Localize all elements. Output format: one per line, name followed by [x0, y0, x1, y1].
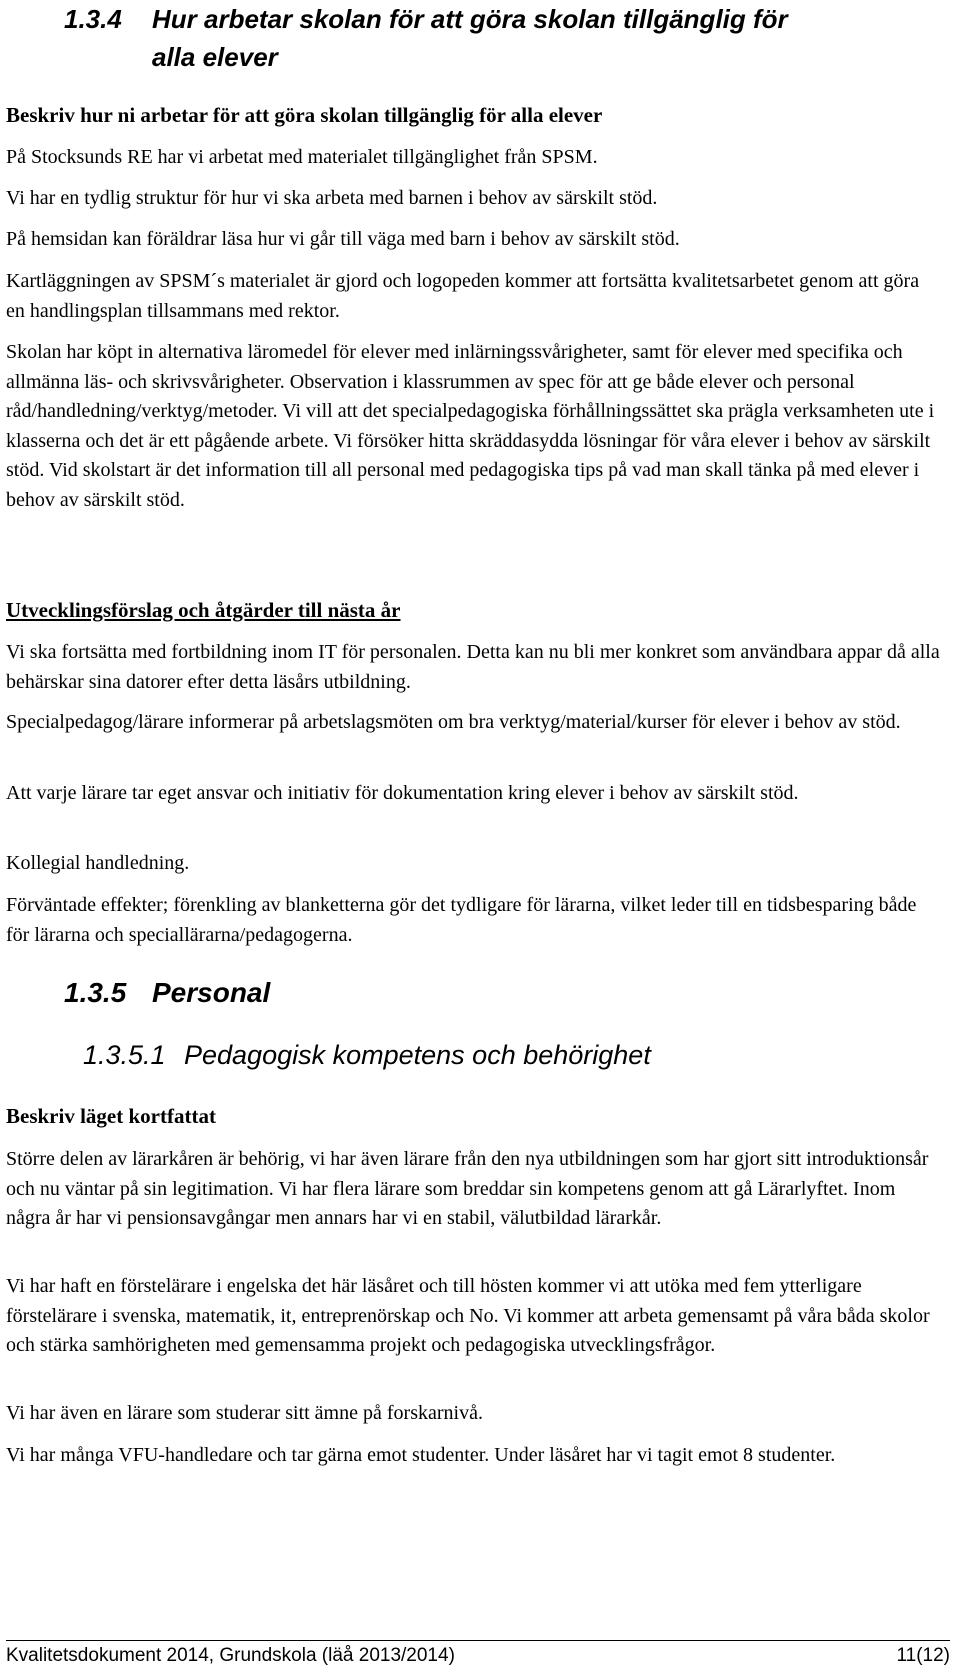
- dev-paragraph-3: Att varje lärare tar eget ansvar och initiativ för dokumentation kring elever i behov av särskilt stöd.: [6, 782, 799, 804]
- section-heading-1-3-5-1: [83, 1035, 651, 1075]
- footer-page-number: 11(12): [896, 1645, 950, 1666]
- section-title: Pedagogisk kompetens och behörighet: [184, 1040, 651, 1070]
- development-heading: Utvecklingsförslag och åtgärder till nästa år: [6, 598, 401, 622]
- dev-paragraph-1: Vi ska fortsätta med fortbildning inom IT för personalen. Detta kan nu bli mer konkret som användbara appar då alla behärskar sina datorer efter detta läsårs utbildning.: [6, 641, 940, 693]
- access-paragraph-5: Skolan har köpt in alternativa läromedel för elever med inlärningssvårigheter, samt för elever med specifika och allmänna läs- och skrivsvårigheter. Observation i klassrummen av spec för att ge både elever och personal råd/handledning/verktyg/metoder. Vi vill att det specialpedagogiska förhållningssättet ska prägla verksamheten ute i klasserna och det är ett pågående arbete. Vi försöker hitta skräddasydda lösningar för våra elever i behov av särskilt stöd. Vid skolstart är det information till all personal med pedagogiska tips på vad man skall tänka på med elever i behov av särskilt stöd.: [6, 341, 935, 511]
- section-number: 1.3.5: [64, 977, 127, 1008]
- dev-paragraph-4: Kollegial handledning.: [6, 852, 190, 874]
- describe-heading: Beskriv hur ni arbetar för att göra skolan tillgänglig för alla elever: [6, 103, 603, 127]
- footer-document-title: Kvalitetsdokument 2014, Grundskola (läå 2013/2014): [6, 1645, 455, 1666]
- dev-paragraph-2: Specialpedagog/lärare informerar på arbetslagsmöten om bra verktyg/material/kurser för elever i behov av stöd.: [6, 711, 901, 733]
- staff-paragraph-4: Vi har många VFU-handledare och tar gärna emot studenter. Under läsåret har vi tagit emot 8 studenter.: [6, 1444, 836, 1466]
- section-heading-1-3-4: [64, 0, 944, 38]
- section-heading-1-3-4-line2: [152, 38, 278, 76]
- access-paragraph-1: På Stocksunds RE har vi arbetat med materialet tillgänglighet från SPSM.: [6, 146, 598, 168]
- brief-heading: Beskriv läget kortfattat: [6, 1104, 216, 1128]
- access-paragraph-3: På hemsidan kan föräldrar läsa hur vi går till väga med barn i behov av särskilt stöd.: [6, 228, 680, 250]
- page-footer: [6, 1643, 950, 1669]
- section-heading-1-3-5: [64, 973, 270, 1013]
- access-paragraph-4: Kartläggningen av SPSM´s materialet är gjord och logopeden kommer att fortsätta kvalitetsarbetet genom att göra en handlingsplan tillsammans med rektor.: [6, 270, 920, 322]
- access-paragraph-2: Vi har en tydlig struktur för hur vi ska arbeta med barnen i behov av särskilt stöd.: [6, 187, 658, 209]
- section-title-line1: Hur arbetar skolan för att göra skolan tillgänglig för: [152, 4, 788, 34]
- staff-paragraph-2: Vi har haft en förstelärare i engelska det här läsåret och till hösten kommer vi att utöka med fem ytterligare förstelärare i svenska, matematik, it, entreprenörskap och No. Vi kommer att arbeta gemensamt på våra båda skolor och stärka samhörigheten med gemensamma projekt och pedagogiska utvecklingsfrågor.: [6, 1275, 930, 1356]
- section-number: 1.3.5.1: [83, 1040, 166, 1070]
- footer-divider: [6, 1640, 950, 1641]
- section-title: Personal: [152, 977, 271, 1008]
- staff-paragraph-1: Större delen av lärarkåren är behörig, vi har även lärare från den nya utbildningen som har gjort sitt introduktionsår och nu väntar på sin legitimation. Vi har flera lärare som breddar sin kompetens genom att gå Lärarlyftet. Inom några år har vi pensionsavgångar men annars har vi en stabil, välutbildad lärarkår.: [6, 1148, 929, 1229]
- staff-paragraph-3: Vi har även en lärare som studerar sitt ämne på forskarnivå.: [6, 1402, 483, 1424]
- dev-paragraph-5: Förväntade effekter; förenkling av blanketterna gör det tydligare för lärarna, vilket leder till en tidsbesparing både för lärarna och speciallärarna/pedagogerna.: [6, 894, 917, 946]
- section-number: 1.3.4: [64, 4, 122, 34]
- section-title-line2: alla elever: [152, 42, 278, 72]
